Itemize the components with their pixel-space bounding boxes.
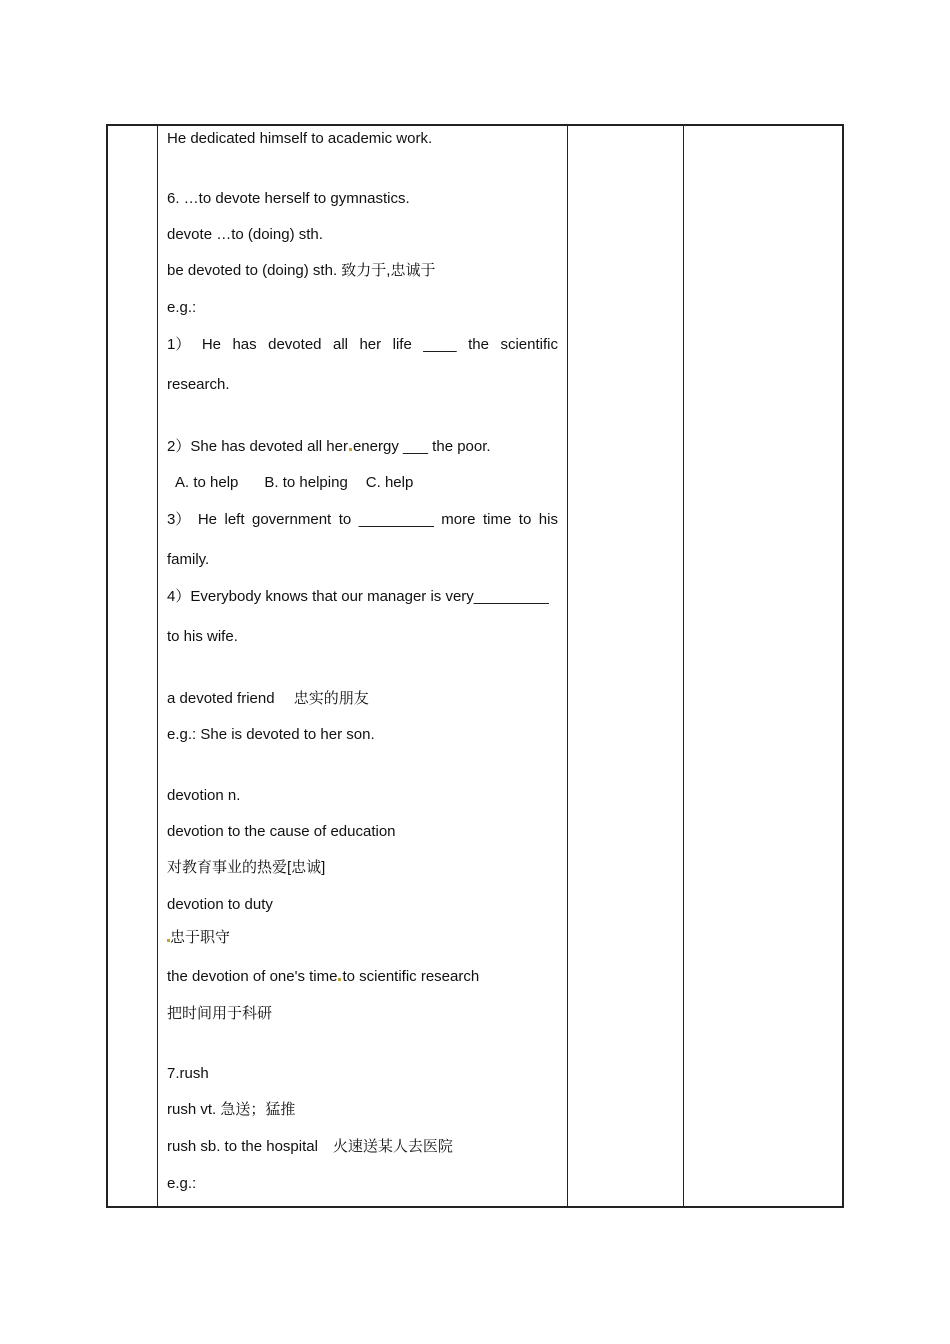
text-line: rush vt. 急送；猛推 — [167, 1101, 296, 1118]
word: scientific — [500, 336, 558, 353]
column-divider-1 — [157, 126, 158, 1206]
text-line: devote …to (doing) sth. — [167, 226, 323, 243]
text-line: 把时间用于科研 — [167, 1005, 273, 1022]
text-fragment: 忠于职守 — [170, 929, 231, 946]
text-fragment: to scientific research — [342, 968, 480, 985]
text-line: a devoted friend 忠实的朋友 — [167, 690, 369, 707]
option-c: C. help — [365, 474, 414, 491]
text-line: devotion to duty — [167, 896, 273, 913]
exercise-2-options — [175, 474, 413, 492]
column-divider-2 — [567, 126, 568, 1206]
exercise-2 — [167, 438, 491, 456]
word: He — [201, 336, 221, 353]
text-line: research. — [167, 376, 230, 393]
word: to — [518, 511, 532, 528]
word: ____ — [423, 336, 457, 353]
option-b: B. to helping — [264, 474, 348, 491]
word: all — [332, 336, 348, 353]
exercise-1 — [167, 336, 558, 354]
word: left — [224, 511, 245, 528]
text-fragment: the devotion of one's time — [167, 968, 338, 985]
text-line — [167, 968, 479, 986]
text-fragment: energy ___ the poor. — [352, 438, 491, 455]
text-line: be devoted to (doing) sth. 致力于,忠诚于 — [167, 262, 436, 279]
lesson-table — [106, 124, 844, 1208]
text-line: 6. …to devote herself to gymnastics. — [167, 190, 410, 207]
text-fragment: 2）She has devoted all her — [167, 438, 348, 455]
word: his — [538, 511, 558, 528]
word: government — [252, 511, 332, 528]
word: the — [468, 336, 489, 353]
word: has — [232, 336, 257, 353]
exercise-3 — [167, 511, 558, 529]
word: life — [392, 336, 412, 353]
word: her — [359, 336, 382, 353]
text-line: 7.rush — [167, 1065, 209, 1082]
text-line: to his wife. — [167, 628, 238, 645]
word: 3） — [167, 511, 191, 528]
text-line: e.g.: — [167, 299, 197, 316]
text-line: He dedicated himself to academic work. — [167, 130, 433, 147]
word: more — [441, 511, 476, 528]
text-line: devotion n. — [167, 787, 241, 804]
option-a: A. to help — [175, 474, 239, 491]
column-divider-3 — [683, 126, 684, 1206]
text-line: 对教育事业的热爱[忠诚] — [167, 859, 326, 876]
text-line: e.g.: She is devoted to her son. — [167, 726, 375, 743]
text-line: e.g.: — [167, 1175, 197, 1192]
word: He — [197, 511, 218, 528]
word: time — [482, 511, 512, 528]
text-line: family. — [167, 551, 210, 568]
word: _________ — [358, 511, 434, 528]
word: to — [338, 511, 352, 528]
word: devoted — [268, 336, 322, 353]
text-line: devotion to the cause of education — [167, 823, 396, 840]
edit-mark — [349, 448, 352, 451]
text-line: rush sb. to the hospital 火速送某人去医院 — [167, 1138, 453, 1155]
text-line — [167, 929, 230, 947]
exercise-4: 4）Everybody knows that our manager is very_________ — [167, 588, 549, 605]
word: 1） — [167, 336, 191, 353]
